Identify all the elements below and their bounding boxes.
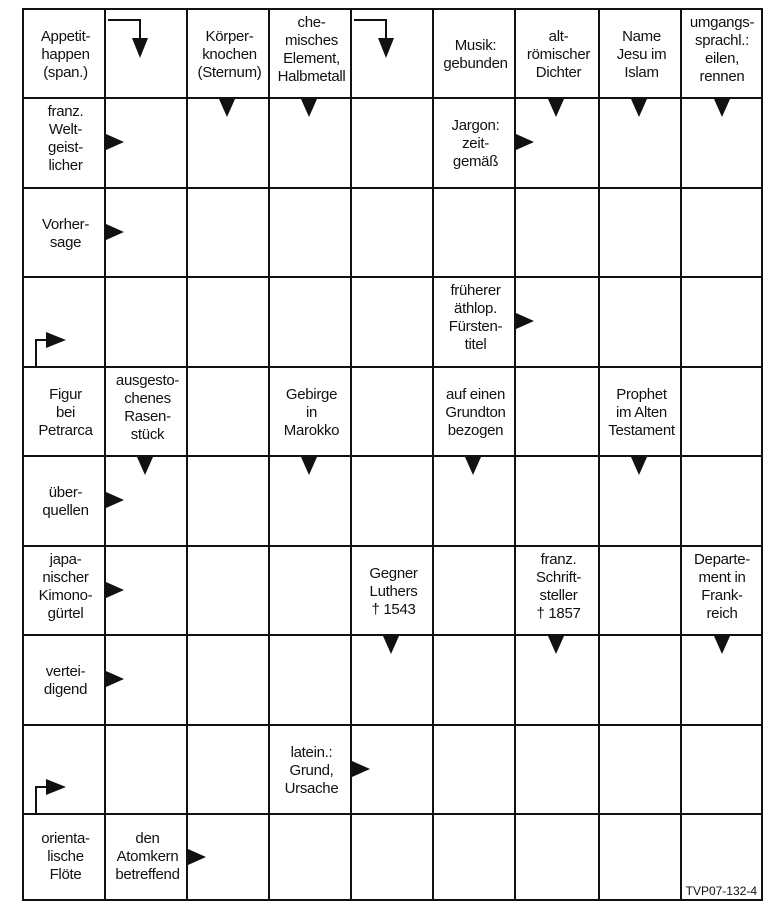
clue-text <box>602 386 681 440</box>
clue-text <box>26 663 105 699</box>
clue-cell <box>22 455 106 547</box>
clue-line: Welt- <box>48 121 83 138</box>
clue-text <box>518 551 599 623</box>
clue-cell <box>680 545 763 636</box>
clue-line: Musik: <box>454 36 497 54</box>
clue-text <box>436 386 515 440</box>
clue-cell <box>22 366 106 457</box>
clue-line: in <box>305 403 318 421</box>
clue-line: nischer <box>42 569 89 586</box>
grid-cell[interactable] <box>514 724 600 815</box>
grid-cell[interactable] <box>514 187 600 278</box>
clue-text <box>108 830 187 884</box>
clue-line: Testament <box>608 421 675 439</box>
grid-cell[interactable] <box>598 187 682 278</box>
grid-cell[interactable] <box>680 276 763 368</box>
clue-text <box>272 14 351 86</box>
right-arrow-icon <box>516 134 534 150</box>
clue-line: (Sternum) <box>197 63 262 81</box>
clue-line: Jesu im <box>616 45 667 63</box>
clue-cell <box>186 8 270 99</box>
clue-line: Körper- <box>205 27 254 45</box>
grid-cell[interactable] <box>268 634 352 726</box>
clue-line: früherer <box>450 282 501 299</box>
clue-line: zeit- <box>462 135 489 152</box>
clue-line: rennen <box>699 68 745 85</box>
clue-line: † 1857 <box>536 605 581 622</box>
down-arrow-icon <box>714 636 730 654</box>
clue-line: (span.) <box>43 63 88 81</box>
clue-line: Islam <box>624 63 659 81</box>
clue-line: lische <box>47 848 84 865</box>
down-arrow-icon <box>631 99 647 117</box>
clue-line: misches <box>285 32 338 49</box>
grid-cell[interactable] <box>680 187 763 278</box>
clue-line: äthlop. <box>454 300 497 317</box>
clue-line: knochen <box>202 45 257 63</box>
clue-cell <box>22 545 106 636</box>
grid-cell[interactable] <box>514 813 600 901</box>
clue-line: Figur <box>49 385 82 403</box>
clue-cell <box>432 8 516 99</box>
down-arrow-icon <box>714 99 730 117</box>
clue-line: quellen <box>42 502 89 519</box>
grid-cell[interactable] <box>186 455 270 547</box>
down-arrow-icon <box>548 99 564 117</box>
clue-line: ausgesto- <box>115 372 180 389</box>
grid-cell[interactable] <box>350 366 434 457</box>
clue-cell <box>22 187 106 278</box>
grid-cell[interactable] <box>268 276 352 368</box>
clue-line: sprachl.: <box>695 32 749 49</box>
right-arrow-icon <box>106 492 124 508</box>
grid-cell[interactable] <box>350 455 434 547</box>
grid-cell[interactable] <box>268 813 352 901</box>
clue-line: Schrift- <box>535 569 582 586</box>
clue-line: japa- <box>49 551 82 568</box>
clue-text <box>190 28 269 82</box>
clue-line: alt- <box>548 27 569 45</box>
clue-line: Appetit- <box>40 27 91 45</box>
grid-cell[interactable] <box>598 634 682 726</box>
clue-line: Fürsten- <box>448 318 503 335</box>
right-arrow-icon <box>188 849 206 865</box>
clue-line: Marokko <box>283 421 340 439</box>
grid-cell[interactable] <box>186 724 270 815</box>
clue-line: franz. <box>540 551 577 568</box>
grid-cell[interactable] <box>432 187 516 278</box>
clue-line: Atomkern <box>116 848 179 865</box>
clue-text <box>518 28 599 82</box>
clue-line: über- <box>48 484 83 501</box>
down-arrow-icon <box>137 457 153 475</box>
bent-down-arrow-icon <box>106 18 156 66</box>
clue-line: ment in <box>698 569 746 586</box>
clue-line: licher <box>48 157 83 174</box>
clue-line: Grundton <box>445 403 506 421</box>
crossword-grid <box>22 8 763 901</box>
right-arrow-icon <box>106 671 124 687</box>
down-arrow-icon <box>301 457 317 475</box>
clue-line: Flöte <box>49 866 82 883</box>
grid-cell[interactable] <box>432 634 516 726</box>
clue-line: im Alten <box>616 403 667 421</box>
grid-cell[interactable] <box>598 276 682 368</box>
clue-text <box>26 830 105 884</box>
down-arrow-icon <box>301 99 317 117</box>
grid-cell[interactable] <box>186 366 270 457</box>
right-arrow-icon <box>106 582 124 598</box>
down-arrow-icon <box>631 457 647 475</box>
down-arrow-icon <box>219 99 235 117</box>
grid-cell[interactable] <box>680 455 763 547</box>
clue-line: Dichter <box>535 63 582 81</box>
clue-line: † 1543 <box>371 600 416 618</box>
puzzle-code: TVP07-132-4 <box>685 884 757 898</box>
clue-line: betreffend <box>115 866 180 883</box>
grid-cell[interactable] <box>598 813 682 901</box>
clue-line: Jargon: <box>451 117 500 134</box>
clue-cell <box>22 97 106 189</box>
clue-line: bei <box>55 403 76 421</box>
clue-line: Vorher- <box>41 215 90 233</box>
grid-cell[interactable] <box>186 545 270 636</box>
clue-cell <box>598 8 682 99</box>
grid-cell[interactable] <box>186 634 270 726</box>
grid-cell[interactable] <box>350 276 434 368</box>
clue-cell <box>514 545 600 636</box>
grid-cell[interactable] <box>598 724 682 815</box>
right-arrow-icon <box>516 313 534 329</box>
clue-line: Grund, <box>289 761 334 779</box>
grid-cell[interactable] <box>432 724 516 815</box>
grid-cell[interactable] <box>186 276 270 368</box>
clue-cell <box>598 366 682 457</box>
clue-cell <box>22 8 106 99</box>
clue-line: den <box>135 830 160 847</box>
clue-line: Gegner <box>369 564 418 582</box>
clue-text <box>272 744 351 798</box>
grid-cell[interactable] <box>432 545 516 636</box>
clue-text <box>602 28 681 82</box>
clue-cell <box>268 8 352 99</box>
clue-text <box>26 103 105 175</box>
down-arrow-icon <box>465 457 481 475</box>
clue-line: Gebirge <box>285 385 338 403</box>
clue-line: che- <box>297 14 326 31</box>
clue-cell <box>268 366 352 457</box>
clue-line: Name <box>622 27 661 45</box>
right-arrow-icon <box>106 224 124 240</box>
clue-text <box>26 216 105 252</box>
grid-cell[interactable] <box>680 724 763 815</box>
clue-line: Ursache <box>284 779 339 797</box>
clue-line: titel <box>464 336 487 353</box>
clue-cell <box>22 634 106 726</box>
clue-text <box>26 551 105 623</box>
clue-line: geist- <box>48 139 83 156</box>
clue-line: Element, <box>283 50 340 67</box>
grid-cell[interactable] <box>598 545 682 636</box>
clue-text <box>436 117 515 171</box>
grid-cell[interactable] <box>268 187 352 278</box>
clue-line: Frank- <box>701 587 743 604</box>
clue-cell <box>104 366 188 457</box>
clue-line: Prophet <box>616 385 667 403</box>
grid-cell[interactable] <box>680 366 763 457</box>
clue-cell <box>432 97 516 189</box>
clue-line: Rasen- <box>124 408 171 425</box>
grid-cell[interactable] <box>350 813 434 901</box>
clue-text <box>436 37 515 73</box>
grid-cell[interactable] <box>186 187 270 278</box>
clue-line: Petrarca <box>38 421 93 439</box>
right-arrow-icon <box>106 134 124 150</box>
clue-line: steller <box>539 587 578 604</box>
bent-down-arrow-icon <box>352 18 402 66</box>
clue-text <box>26 484 105 520</box>
clue-line: latein.: <box>290 743 333 761</box>
grid-cell[interactable] <box>432 813 516 901</box>
clue-line: gebunden <box>443 54 508 72</box>
clue-line: Halbmetall <box>277 68 346 85</box>
grid-cell[interactable] <box>104 276 188 368</box>
clue-line: umgangs- <box>689 14 755 31</box>
clue-line: reich <box>706 605 738 622</box>
clue-text <box>436 282 515 354</box>
clue-text <box>108 372 187 444</box>
clue-text <box>354 565 433 619</box>
clue-line: Kimono- <box>38 587 93 604</box>
clue-line: vertei- <box>45 663 86 680</box>
clue-line: franz. <box>47 103 84 120</box>
clue-line: Departe- <box>694 551 750 568</box>
clue-cell <box>104 813 188 901</box>
clue-cell <box>514 8 600 99</box>
clue-text <box>684 14 760 86</box>
down-arrow-icon <box>383 636 399 654</box>
grid-cell[interactable] <box>268 545 352 636</box>
clue-cell <box>22 813 106 901</box>
clue-cell <box>268 724 352 815</box>
clue-text <box>26 386 105 440</box>
right-arrow-icon <box>352 761 370 777</box>
bent-right-arrow-icon <box>32 773 76 813</box>
clue-line: römischer <box>526 45 591 63</box>
clue-line: chenes <box>124 390 171 407</box>
clue-line: Luthers <box>369 582 418 600</box>
clue-line: sage <box>49 233 82 251</box>
grid-cell[interactable] <box>350 187 434 278</box>
clue-text <box>26 28 105 82</box>
grid-cell[interactable] <box>514 455 600 547</box>
clue-text <box>272 386 351 440</box>
clue-line: auf einen <box>445 385 506 403</box>
clue-line: orienta- <box>41 830 90 847</box>
grid-cell[interactable] <box>514 366 600 457</box>
clue-cell <box>680 8 763 99</box>
grid-cell[interactable] <box>104 724 188 815</box>
clue-line: gemäß <box>452 153 499 170</box>
bent-right-arrow-icon <box>32 326 76 366</box>
clue-text <box>684 551 760 623</box>
clue-line: bezogen <box>447 421 504 439</box>
clue-cell <box>432 366 516 457</box>
clue-cell <box>350 545 434 636</box>
grid-cell[interactable] <box>350 97 434 189</box>
clue-line: gürtel <box>47 605 84 622</box>
clue-line: stück <box>130 426 165 443</box>
clue-line: digend <box>43 681 88 698</box>
clue-line: happen <box>41 45 90 63</box>
down-arrow-icon <box>548 636 564 654</box>
clue-cell <box>432 276 516 368</box>
clue-line: eilen, <box>704 50 740 67</box>
